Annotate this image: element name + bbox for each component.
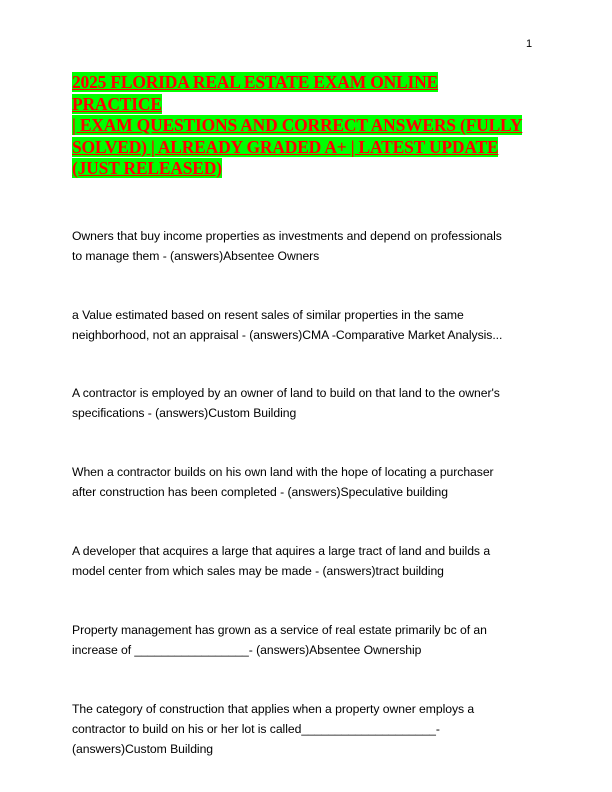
qa-item bbox=[72, 620, 542, 660]
qa-line: after construction has been completed - (answers)Speculative building bbox=[72, 485, 448, 499]
title-line: | EXAM QUESTIONS AND CORRECT ANSWERS (FULLY bbox=[72, 115, 523, 135]
qa-line: Property management has grown as a service of real estate primarily bc of an bbox=[72, 623, 487, 637]
qa-line: to manage them - (answers)Absentee Owners bbox=[72, 249, 320, 263]
qa-item bbox=[72, 305, 542, 345]
qa-line: The category of construction that applies when a property owner employs a bbox=[72, 702, 475, 716]
qa-item bbox=[72, 226, 542, 266]
title-line: SOLVED) | ALREADY GRADED A+ | LATEST UPDATE bbox=[72, 136, 499, 157]
qa-line: increase of _________________- (answers)Absentee Ownership bbox=[72, 643, 422, 657]
qa-line: specifications - (answers)Custom Building bbox=[72, 406, 297, 420]
qa-line: (answers)Custom Building bbox=[72, 742, 214, 756]
qa-line: A contractor is employed by an owner of land to build on that land to the owner's bbox=[72, 386, 500, 400]
title-line: (JUST RELEASED) bbox=[72, 158, 222, 178]
qa-line: neighborhood, not an appraisal - (answers)CMA -Comparative Market Analysis... bbox=[72, 328, 503, 342]
qa-item bbox=[72, 383, 542, 423]
qa-item bbox=[72, 699, 542, 759]
qa-line: Owners that buy income properties as investments and depend on professionals bbox=[72, 229, 502, 243]
page-number: 1 bbox=[526, 38, 533, 50]
title-line: PRACTICE bbox=[72, 93, 162, 114]
qa-line: a Value estimated based on resent sales of similar properties in the same bbox=[72, 308, 464, 322]
qa-line: model center from which sales may be made - (answers)tract building bbox=[72, 564, 444, 578]
qa-line: A developer that acquires a large that aquires a large tract of land and builds a bbox=[72, 544, 491, 558]
qa-line: contractor to build on his or her lot is called____________________- bbox=[72, 722, 440, 736]
qa-line: When a contractor builds on his own land with the hope of locating a purchaser bbox=[72, 465, 494, 479]
qa-item bbox=[72, 541, 542, 581]
qa-item bbox=[72, 462, 542, 502]
title-line: 2025 FLORIDA REAL ESTATE EXAM ONLINE bbox=[72, 72, 439, 92]
document-title bbox=[72, 72, 572, 180]
